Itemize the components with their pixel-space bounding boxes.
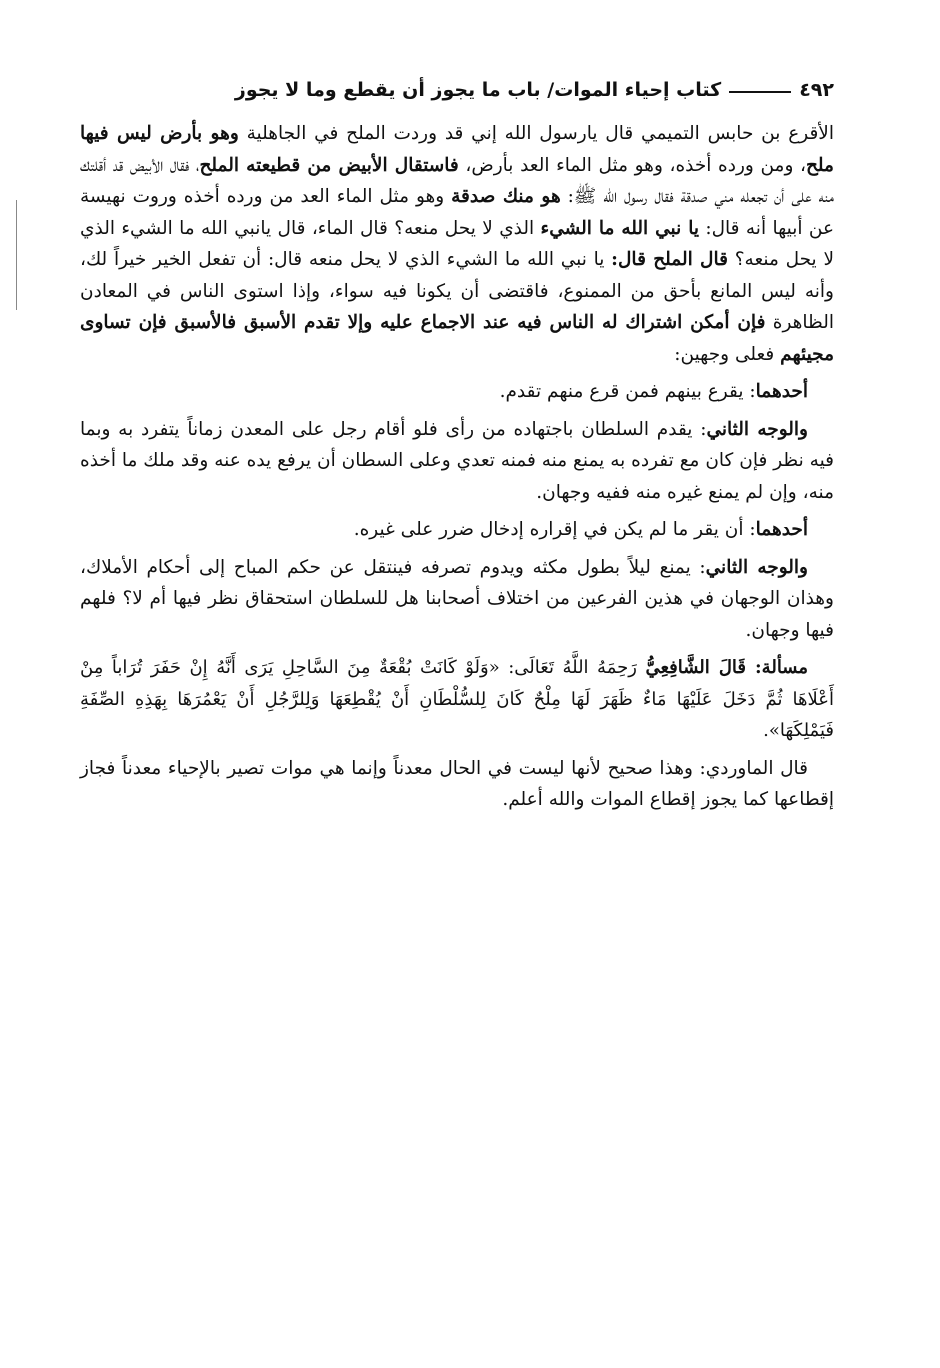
page-body (80, 118, 834, 816)
paragraph-mawardi (80, 753, 834, 816)
bold-run: هو منك صدقة (451, 186, 561, 207)
margin-line (16, 200, 17, 310)
running-title: كتاب إحياء الموات/ باب ما يجوز أن يقطع وما لا يجوز (234, 79, 722, 101)
bold-run: والوجه الثاني (706, 418, 808, 440)
text-run: يا نبي الله ما الشيء الذي لا يحل منعه قال: أن تفعل الخير خيراً لك، وأنه ليس المانع بأحق من الممنوع، فاقتضى أن يكونا فيه سواء، وإذا استوى الناس في المعادن الظاهرة (80, 249, 834, 333)
bold-run: قال الملح قال: (611, 249, 728, 270)
text-run: الذي لا يحل منعه؟ قال الماء، قال يانبي الله ما الشيء الذي لا يحل منعه؟ (80, 217, 834, 270)
page-header (78, 72, 834, 108)
bold-run: أحدهما (755, 519, 808, 540)
paragraph-second-view (80, 414, 834, 509)
text-run: : يمنع ليلاً بطول مكثه ويدوم تصرفه فينتقل عن حكم المباح إلى أحكام الأملاك، وهذان الوجهان في هذين الفرعين من اختلاف أصحابنا هل للسلطان استحقاق نظر فيها أم لا؟ فلهم فيها وجهان. (80, 556, 834, 641)
bold-run: والوجه الثاني (705, 556, 808, 578)
text-run: فعلى وجهين: (674, 343, 781, 365)
text-run: وهو مثل الماء العد من ورده أخذه وروت نهيسة عن أبيها أنه قال: (80, 186, 834, 239)
paragraph-masala (80, 652, 834, 747)
bold-run: مسألة: قَالَ الشَّافِعِيُّ (645, 657, 809, 678)
paragraph-hadith (80, 118, 834, 370)
bold-run: أحدهما (755, 381, 808, 402)
header-rule (729, 91, 791, 93)
text-run: : أن يقر ما لم يكن في إقراره إدخال ضرر على غيره. (353, 519, 756, 540)
text-run: ، ومن ورده أخذه، وهو مثل الماء العد بأرض، (458, 154, 806, 176)
text-run: الأقرع بن حابس التميمي قال يارسول الله إني قد وردت الملح في الجاهلية (238, 123, 834, 144)
text-run: قال الماوردي: وهذا صحيح لأنها ليست في الحال معدناً وإنما هي موات تصير بالإحياء معدناً فجاز إقطاعها كما يجوز إقطاع الموات والله أعلم. (80, 757, 834, 810)
page-number: ٤٩٢ (799, 79, 834, 101)
text-run: ، فقال الأبيض قد أقلتك منه على أن تجعله مني صدقة فقال رسول الله ﷺ: (80, 154, 834, 207)
bold-run: فاستقال الأبيض من قطيعته الملح (199, 154, 459, 176)
paragraph-first-view (80, 376, 834, 408)
paragraph-first-view-2 (80, 514, 834, 546)
bold-run: وهو بأرض ليس فيها ملح (80, 123, 834, 176)
paragraph-second-view-2 (80, 552, 834, 647)
bold-run: فإن أمكن اشتراك له الناس فيه عند الاجماع عليه وإلا تقدم الأسبق فالأسبق فإن تساوى مجيئهم (80, 312, 834, 365)
text-run: رَحِمَهُ اللَّهُ تَعَالَى: «وَلَوْ كَانَتْ بُقْعَةٌ مِنَ السَّاحِلِ يَرَى أَنَّهُ إِنْ حَفَرَ تُرَاباً مِنْ أَعْلَاهَا ثُمَّ دَخَلَ عَلَيْهَا مَاءٌ ظَهَرَ لَهَا مِلْحٌ كَانَ لِلسُّلْطَانِ أَنْ يُقْطِعَهَا وَلِلرَّجُلِ أَنْ يَعْمُرَهَا بِهَذِهِ الصِّفَةِ فَيَمْلِكَهَا». (80, 657, 834, 741)
bold-run: يا نبي الله ما الشيء (540, 217, 699, 239)
text-run: : يقرع بينهم فمن قرع منهم تقدم. (499, 381, 756, 402)
text-run: : يقدم السلطان باجتهاده من رأى فلو أقام رجل على المعدن زماناً يتفرد به وبما فيه نظر فإن كان مع تفرده به يمنع منه فمنه تعدي وعلى السطان أن يرفع يده عنه وقد ملك ما أخذه منه، وإن لم يمنع غيره منه ففيه وجهان. (80, 418, 834, 503)
